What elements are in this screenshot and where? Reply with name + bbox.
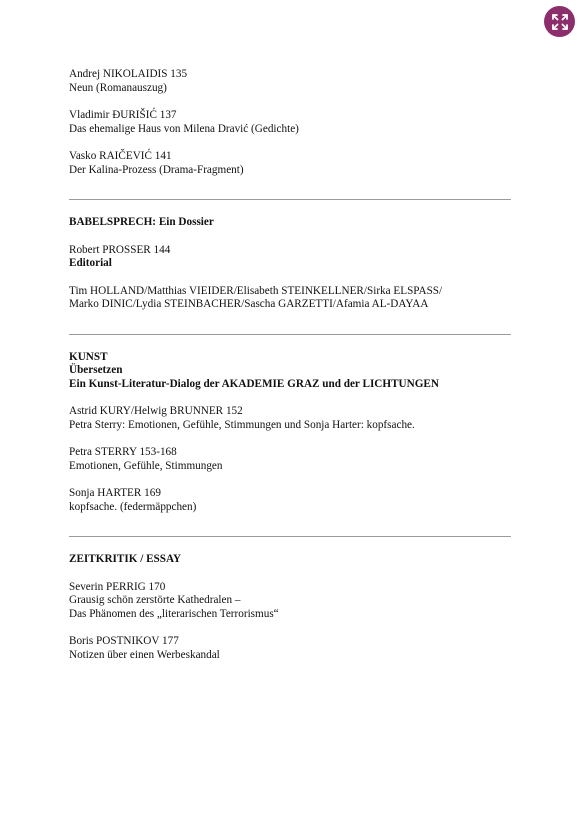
section-heading: KUNST — [69, 350, 108, 363]
toc-entry — [69, 635, 511, 662]
toc-entry — [69, 68, 511, 95]
literature-section — [69, 68, 511, 177]
entry-title: Grausig schön zerstörte Kathedralen – — [69, 594, 241, 606]
section-subheading: Ein Kunst-Literatur-Dialog der AKADEMIE GRAZ und der LICHTUNGEN — [69, 377, 439, 390]
expand-button[interactable] — [544, 6, 575, 37]
toc-entry — [69, 150, 511, 177]
entry-author: Petra STERRY 153-168 — [69, 446, 177, 458]
entry-title: Notizen über einen Werbeskandal — [69, 648, 220, 661]
toc-entry — [69, 446, 511, 473]
entry-author: Robert PROSSER 144 — [69, 243, 171, 256]
entry-author: Severin PERRIG 170 — [69, 580, 166, 593]
contributors-list: Tim HOLLAND/Matthias VIEIDER/Elisabeth STEINKELLNER/Sirka ELSPASS/ — [69, 284, 443, 297]
contributors-list: Marko DINIC/Lydia STEINBACHER/Sascha GARZETTI/Afamia AL-DAYAA — [69, 298, 429, 310]
toc-entry — [69, 109, 511, 136]
entry-title: Petra Sterry: Emotionen, Gefühle, Stimmungen und Sonja Harter: kopfsache. — [69, 418, 415, 431]
entry-author: Astrid KURY/Helwig BRUNNER 152 — [69, 405, 243, 417]
zeitkritik-section — [69, 553, 511, 662]
entry-author: Vasko RAIČEVIĆ 141 — [69, 150, 172, 162]
section-heading: BABELSPRECH: Ein Dossier — [69, 216, 214, 228]
entry-author: Boris POSTNIKOV 177 — [69, 635, 179, 647]
section-heading: ZEITKRITIK / ESSAY — [69, 553, 182, 565]
toc-entry — [69, 405, 511, 432]
entry-title: Editorial — [69, 257, 112, 269]
toc-entry — [69, 581, 511, 622]
entry-title: Der Kalina-Prozess (Drama-Fragment) — [69, 163, 244, 176]
entry-author: Vladimir ĐURIŠIĆ 137 — [69, 109, 177, 121]
entry-title: Das ehemalige Haus von Milena Dravić (Gedichte) — [69, 122, 299, 135]
section-subheading: Übersetzen — [69, 364, 123, 376]
babelsprech-section — [69, 216, 511, 312]
toc-entry — [69, 487, 511, 514]
entry-title: kopfsache. (federmäppchen) — [69, 500, 197, 513]
entry-author: Sonja HARTER 169 — [69, 487, 161, 499]
entry-title: Neun (Romanauszug) — [69, 81, 167, 94]
table-of-contents — [69, 68, 511, 662]
entry-title: Das Phänomen des „literarischen Terrorismus“ — [69, 607, 279, 620]
kunst-section — [69, 351, 511, 515]
entry-title: Emotionen, Gefühle, Stimmungen — [69, 459, 223, 472]
entry-author: Andrej NIKOLAIDIS 135 — [69, 68, 188, 80]
expand-arrows-icon — [551, 13, 569, 31]
